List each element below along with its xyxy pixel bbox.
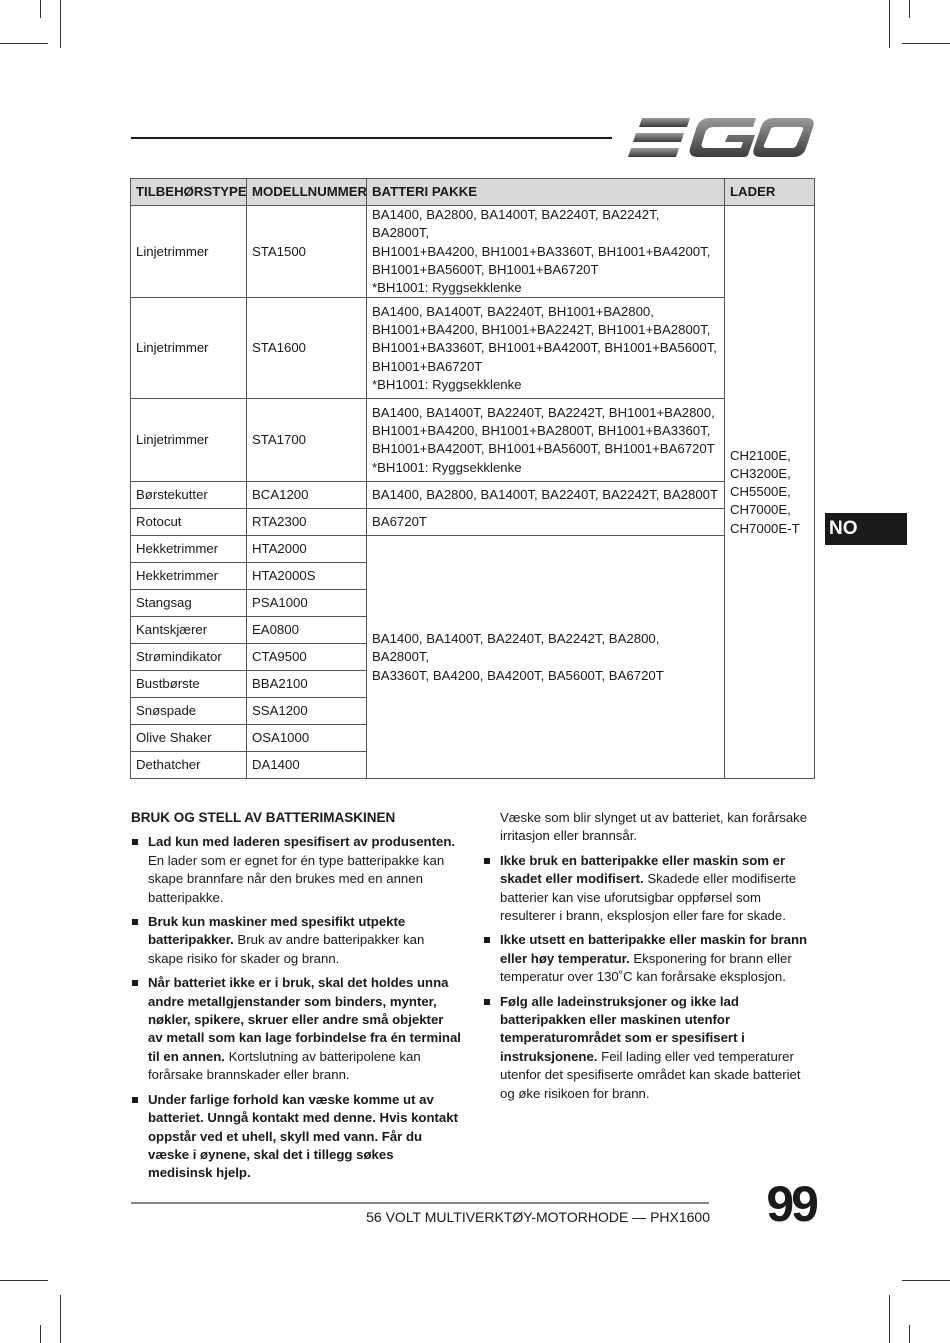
table-row xyxy=(131,399,815,482)
model-number-cell: BBA2100 xyxy=(247,671,367,698)
crop-mark xyxy=(902,1280,950,1281)
header-accessory-type: TILBEHØRSTYPE xyxy=(131,179,247,206)
safety-list-left xyxy=(131,833,461,1182)
bullet-square-icon xyxy=(484,999,490,1005)
list-item: Bruk kun maskiner med spesifikt utpekte batteripakker. Bruk av andre batteripakker kan skape risiko for skader og brann. xyxy=(131,913,461,968)
table-row xyxy=(131,298,815,399)
accessory-type-cell: Børstekutter xyxy=(131,482,247,509)
bullet-square-icon xyxy=(484,937,490,943)
model-number-cell: CTA9500 xyxy=(247,644,367,671)
battery-pack-cell: BA1400, BA1400T, BA2240T, BA2242T, BH1001+BA2800, BH1001+BA4200, BH1001+BA2800T, BH1001+BA3360T, BH1001+BA4200T, BH1001+BA5600T, BH1001+BA6720T *BH1001: Ryggsekklenke xyxy=(367,399,725,482)
accessory-type-cell: Kantskjærer xyxy=(131,617,247,644)
crop-mark xyxy=(40,0,41,18)
bullet-square-icon xyxy=(132,1097,138,1103)
footer-text: 56 VOLT MULTIVERKTØY-MOTORHODE — PHX1600 xyxy=(366,1209,710,1225)
battery-pack-cell: BA1400, BA1400T, BA2240T, BA2242T, BA2800, BA2800T, BA3360T, BA4200, BA4200T, BA5600T, BA6720T xyxy=(367,536,725,779)
header-charger: LADER xyxy=(725,179,815,206)
crop-mark xyxy=(889,0,890,48)
bullet-square-icon xyxy=(132,839,138,845)
header-model-number: MODELLNUMMER xyxy=(247,179,367,206)
crop-mark xyxy=(0,1280,48,1281)
header-rule xyxy=(131,137,612,139)
charger-cell: CH2100E, CH3200E, CH5500E, CH7000E, CH7000E-T xyxy=(725,206,815,779)
model-number-cell: SSA1200 xyxy=(247,698,367,725)
table-row xyxy=(131,536,815,563)
bullet-square-icon xyxy=(132,980,138,986)
accessory-type-cell: Rotocut xyxy=(131,509,247,536)
model-number-cell: BCA1200 xyxy=(247,482,367,509)
footer-rule xyxy=(131,1202,709,1204)
model-number-cell: STA1600 xyxy=(247,298,367,399)
model-number-cell: EA0800 xyxy=(247,617,367,644)
left-column xyxy=(131,809,461,1189)
language-badge: NO xyxy=(825,513,907,545)
crop-mark xyxy=(0,43,48,44)
accessory-type-cell: Linjetrimmer xyxy=(131,206,247,298)
accessory-type-cell: Strømindikator xyxy=(131,644,247,671)
accessory-table xyxy=(130,178,815,779)
crop-mark xyxy=(909,1325,910,1343)
model-number-cell: STA1700 xyxy=(247,399,367,482)
safety-list-right xyxy=(483,852,816,1103)
model-number-cell: OSA1000 xyxy=(247,725,367,752)
accessory-type-cell: Linjetrimmer xyxy=(131,298,247,399)
battery-pack-cell: BA1400, BA1400T, BA2240T, BH1001+BA2800, BH1001+BA4200, BH1001+BA2242T, BH1001+BA2800T, BH1001+BA3360T, BH1001+BA4200T, BH1001+BA5600T, BH1001+BA6720T *BH1001: Ryggsekklenke xyxy=(367,298,725,399)
crop-mark xyxy=(40,1325,41,1343)
crop-mark xyxy=(909,0,910,18)
battery-pack-cell: BA6720T xyxy=(367,509,725,536)
header-battery-pack: BATTERI PAKKE xyxy=(367,179,725,206)
list-item: Ikke utsett en batteripakke eller maskin for brann eller høy temperatur. Eksponering for brann eller temperatur over 130˚C kan forårsake eksplosjon. xyxy=(483,931,816,986)
table-row xyxy=(131,482,815,509)
crop-mark xyxy=(60,1295,61,1343)
battery-pack-cell: BA1400, BA2800, BA1400T, BA2240T, BA2242T, BA2800T xyxy=(367,482,725,509)
continued-text: Væske som blir slynget ut av batteriet, kan forårsake irritasjon eller brannsår. xyxy=(500,810,808,844)
ego-logo xyxy=(628,117,814,159)
page-number: 99 xyxy=(766,1176,816,1232)
model-number-cell: HTA2000S xyxy=(247,563,367,590)
crop-mark xyxy=(60,0,61,48)
accessory-type-cell: Hekketrimmer xyxy=(131,536,247,563)
accessory-type-cell: Linjetrimmer xyxy=(131,399,247,482)
list-item: Under farlige forhold kan væske komme ut av batteriet. Unngå kontakt med denne. Hvis kontakt oppstår ved et uhell, skyll med vann. Får du væske i øynene, skal det i tillegg søkes medisinsk hjelp. xyxy=(131,1091,461,1183)
bullet-square-icon xyxy=(132,919,138,925)
section-title: BRUK OG STELL AV BATTERIMASKINEN xyxy=(131,810,396,825)
right-column xyxy=(483,809,816,1109)
accessory-type-cell: Hekketrimmer xyxy=(131,563,247,590)
crop-mark xyxy=(902,43,950,44)
table-header-row xyxy=(131,179,815,206)
accessory-type-cell: Snøspade xyxy=(131,698,247,725)
table-row xyxy=(131,206,815,298)
model-number-cell: DA1400 xyxy=(247,752,367,779)
model-number-cell: STA1500 xyxy=(247,206,367,298)
crop-mark xyxy=(889,1295,890,1343)
list-item: Følg alle ladeinstruksjoner og ikke lad batteripakken eller maskinen utenfor temperaturområdet som er spesifisert i instruksjonene. Feil lading eller ved temperaturer utenfor det spesifiserte området kan skade batteriet og øke risikoen for brann. xyxy=(483,993,816,1103)
list-item: Når batteriet ikke er i bruk, skal det holdes unna andre metallgjenstander som binders, mynter, nøkler, spikere, skruer eller andre små objekter av metall som kan lage forbindelse fra én terminal til en annen. Kortslutning av batteripolene kan forårsake brannskader eller brann. xyxy=(131,974,461,1084)
model-number-cell: HTA2000 xyxy=(247,536,367,563)
list-item: Ikke bruk en batteripakke eller maskin som er skadet eller modifisert. Skadede eller modifiserte batterier kan vise uforutsigbar oppførsel som resulterer i brann, eksplosjon eller fare for skade. xyxy=(483,852,816,926)
list-item: Lad kun med laderen spesifisert av produsenten. En lader som er egnet for én type batteripakke kan skape brannfare når den brukes med en annen batteripakke. xyxy=(131,833,461,907)
accessory-type-cell: Bustbørste xyxy=(131,671,247,698)
bullet-square-icon xyxy=(484,858,490,864)
model-number-cell: RTA2300 xyxy=(247,509,367,536)
table-row xyxy=(131,509,815,536)
battery-pack-cell: BA1400, BA2800, BA1400T, BA2240T, BA2242T, BA2800T, BH1001+BA4200, BH1001+BA3360T, BH1001+BA4200T, BH1001+BA5600T, BH1001+BA6720T *BH1001: Ryggsekklenke xyxy=(367,206,725,298)
accessory-type-cell: Dethatcher xyxy=(131,752,247,779)
accessory-type-cell: Olive Shaker xyxy=(131,725,247,752)
accessory-type-cell: Stangsag xyxy=(131,590,247,617)
model-number-cell: PSA1000 xyxy=(247,590,367,617)
